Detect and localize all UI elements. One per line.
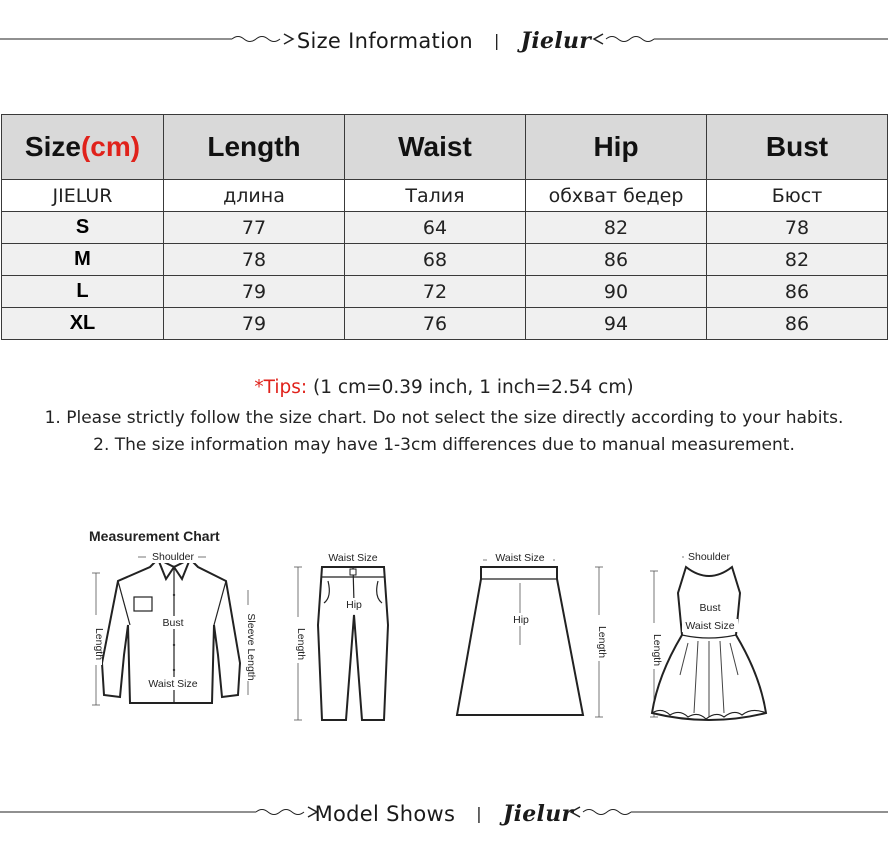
- header-bust: Bust: [707, 115, 888, 180]
- tips-note-1: 1. Please strictly follow the size chart. Do not select the size directly according to your habits.: [44, 408, 844, 428]
- cell-hip: 86: [526, 244, 707, 276]
- cell-size: L: [2, 276, 164, 308]
- title-separator: |: [493, 31, 500, 50]
- pants-waist-label: Waist Size: [328, 552, 378, 564]
- cell-size: M: [2, 244, 164, 276]
- pants-diagram: [288, 545, 398, 725]
- cell-hip: 82: [526, 212, 707, 244]
- shirt-waist-label: Waist Size: [148, 678, 198, 690]
- cell-hip: 90: [526, 276, 707, 308]
- cell-bust: 82: [707, 244, 888, 276]
- skirt-length-label: Length: [596, 625, 608, 659]
- subheader-bust: Бюст: [707, 180, 888, 212]
- model-shows-banner: [0, 793, 888, 833]
- subheader-size: JIELUR: [2, 180, 164, 212]
- subheader-hip: обхват бедер: [526, 180, 707, 212]
- cell-length: 79: [164, 276, 345, 308]
- table-subheader-row: [2, 180, 888, 212]
- cell-waist: 72: [345, 276, 526, 308]
- cell-bust: 86: [707, 308, 888, 340]
- header-length: Length: [164, 115, 345, 180]
- table-row: [2, 244, 888, 276]
- size-table: [1, 114, 888, 340]
- dress-bust-label: Bust: [699, 602, 721, 614]
- header-size-unit: (cm): [80, 131, 141, 162]
- pants-hip-label: Hip: [346, 599, 362, 611]
- cell-length: 78: [164, 244, 345, 276]
- tips-label: *Tips:: [254, 377, 308, 398]
- dress-length-label: Length: [651, 633, 663, 667]
- tips-note-2: 2. The size information may have 1-3cm differences due to manual measurement.: [93, 435, 795, 455]
- cell-bust: 86: [707, 276, 888, 308]
- cell-waist: 68: [345, 244, 526, 276]
- shirt-length-label: Length: [93, 627, 105, 661]
- size-information-banner: [0, 20, 888, 60]
- cell-length: 79: [164, 308, 345, 340]
- brand-logo: Jielur: [520, 28, 592, 54]
- shirt-diagram: [88, 545, 260, 720]
- dress-diagram: [640, 545, 772, 725]
- dress-waist-label: Waist Size: [685, 620, 735, 632]
- section-title: Size Information: [296, 29, 473, 53]
- shirt-bust-label: Bust: [162, 617, 184, 629]
- table-row: [2, 308, 888, 340]
- table-header-row: [2, 115, 888, 180]
- header-hip: Hip: [526, 115, 707, 180]
- measurement-chart-title: Measurement Chart: [89, 528, 220, 544]
- tips-line: [0, 377, 888, 398]
- cell-size: XL: [2, 308, 164, 340]
- cell-bust: 78: [707, 212, 888, 244]
- subheader-length: длина: [164, 180, 345, 212]
- tips-conversion: (1 cm=0.39 inch, 1 inch=2.54 cm): [307, 377, 634, 398]
- table-row: [2, 212, 888, 244]
- footer-separator: |: [476, 804, 482, 823]
- subheader-waist: Талия: [345, 180, 526, 212]
- header-size: Size(cm): [2, 115, 164, 180]
- shirt-shoulder-label: Shoulder: [151, 551, 195, 563]
- table-row: [2, 276, 888, 308]
- header-waist: Waist: [345, 115, 526, 180]
- dress-shoulder-label: Shoulder: [687, 551, 731, 563]
- cell-size: S: [2, 212, 164, 244]
- cell-waist: 76: [345, 308, 526, 340]
- skirt-hip-label: Hip: [513, 614, 529, 626]
- shirt-sleeve-label: Sleeve Length: [245, 613, 257, 681]
- pants-length-label: Length: [295, 627, 307, 661]
- skirt-waist-label: Waist Size: [495, 552, 545, 564]
- cell-length: 77: [164, 212, 345, 244]
- cell-waist: 64: [345, 212, 526, 244]
- skirt-diagram: [455, 545, 615, 725]
- footer-title: Model Shows: [314, 802, 456, 826]
- footer-brand-logo: Jielur: [502, 801, 574, 827]
- cell-hip: 94: [526, 308, 707, 340]
